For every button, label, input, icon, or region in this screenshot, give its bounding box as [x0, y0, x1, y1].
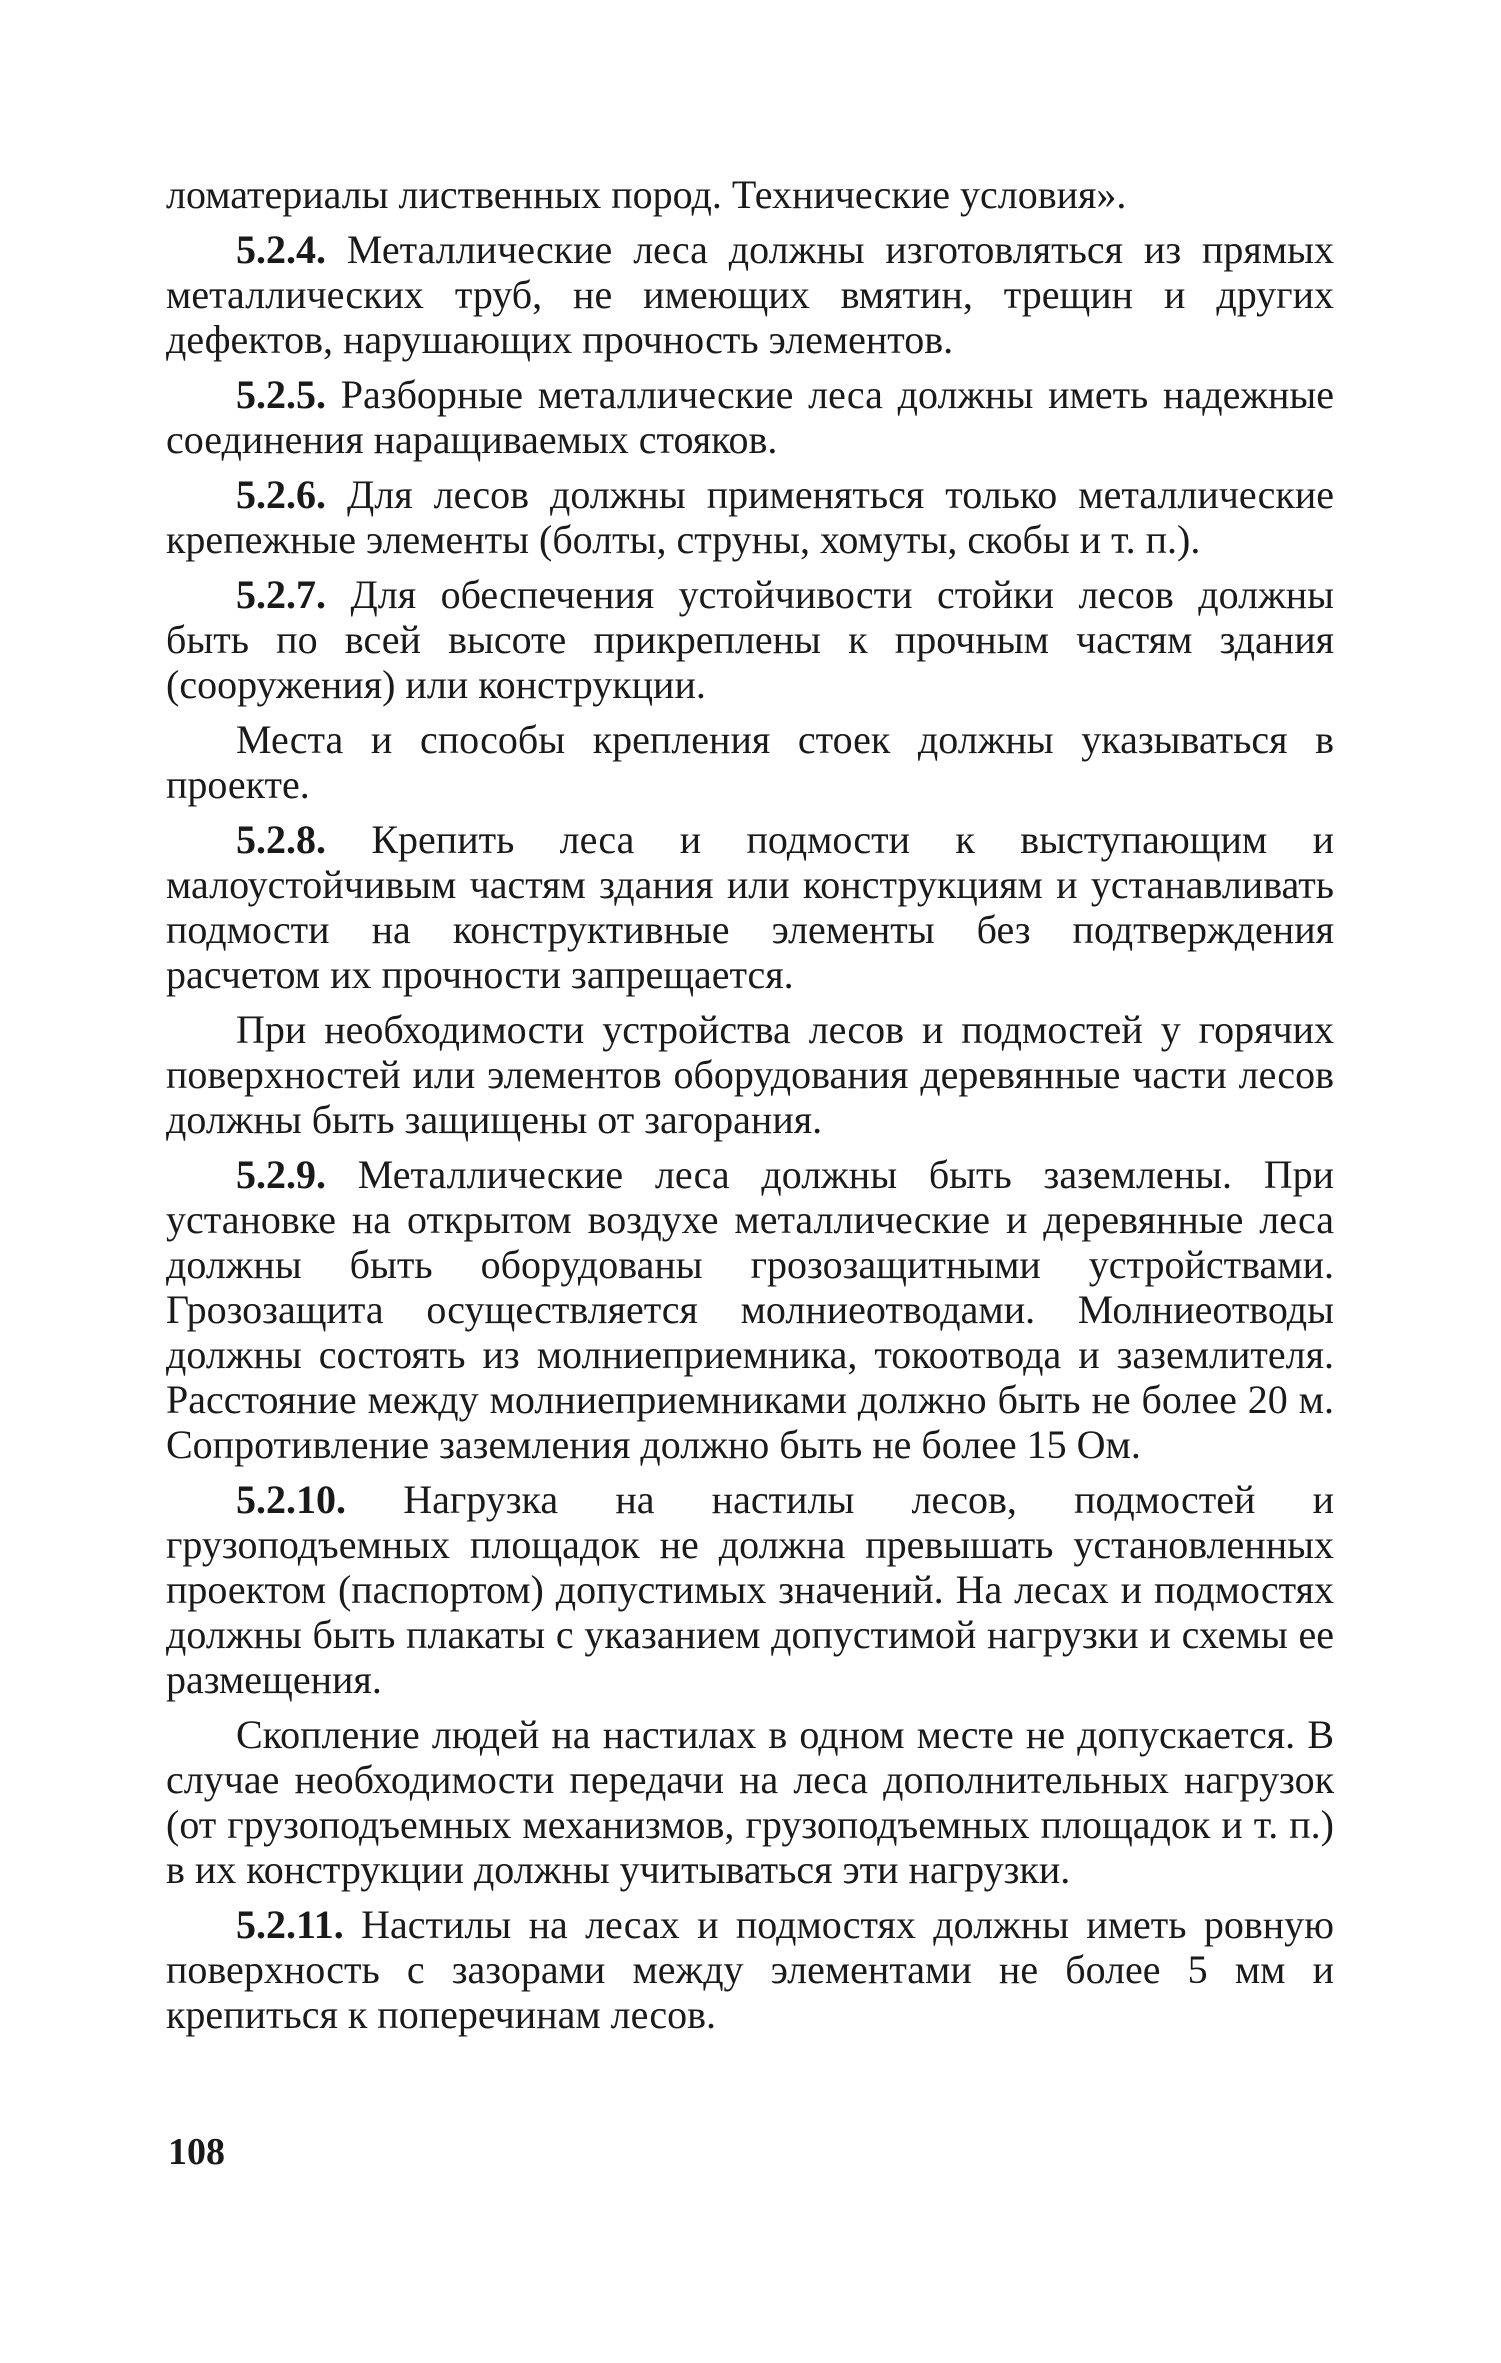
paragraph-5-2-9: [166, 1152, 1334, 1467]
paragraph-text: ломатериалы лиственных пород. Технические условия».: [166, 172, 1127, 217]
paragraph-5-2-8: [166, 817, 1334, 997]
paragraph-mounting-locations: [166, 717, 1334, 807]
page-body: [166, 172, 1334, 2047]
paragraph-text: Металлические леса должны изготовляться из прямых металлических труб, не имеющих вмятин, трещин и других дефектов, нарушающих прочность элементов.: [166, 227, 1334, 362]
paragraph-continuation: [166, 172, 1334, 217]
clause-number: 5.2.10.: [236, 1477, 346, 1522]
paragraph-crowding: [166, 1712, 1334, 1892]
paragraph-5-2-11: [166, 1902, 1334, 2037]
paragraph-text: Места и способы крепления стоек должны указываться в проекте.: [166, 717, 1334, 807]
clause-number: 5.2.8.: [236, 817, 326, 862]
clause-number: 5.2.9.: [236, 1152, 326, 1197]
paragraph-text: Металлические леса должны быть заземлены. При установке на открытом воздухе металлические и деревянные леса должны быть оборудованы грозозащитными устройствами. Грозозащита осуществляется молниеотводами. Молниеотводы должны состоять из молниеприемника, токоотвода и заземлителя. Расстояние между молниеприемниками должно быть не более 20 м. Сопротивление заземления должно быть не более 15 Ом.: [166, 1152, 1334, 1467]
paragraph-text: При необходимости устройства лесов и подмостей у горячих поверхностей или элементов оборудования деревянные части лесов должны быть защищены от загорания.: [166, 1007, 1334, 1142]
paragraph-hot-surfaces: [166, 1007, 1334, 1142]
clause-number: 5.2.5.: [236, 372, 326, 417]
clause-number: 5.2.6.: [236, 472, 326, 517]
paragraph-5-2-6: [166, 472, 1334, 562]
paragraph-text: Разборные металлические леса должны иметь надежные соединения наращиваемых стояков.: [166, 372, 1334, 462]
clause-number: 5.2.7.: [236, 572, 326, 617]
clause-number: 5.2.11.: [236, 1902, 344, 1947]
paragraph-text: Для лесов должны применяться только металлические крепежные элементы (болты, струны, хомуты, скобы и т. п.).: [166, 472, 1334, 562]
paragraph-text: Для обеспечения устойчивости стойки лесов должны быть по всей высоте прикреплены к прочным частям здания (сооружения) или конструкции.: [166, 572, 1334, 707]
paragraph-5-2-5: [166, 372, 1334, 462]
paragraph-text: Крепить леса и подмости к выступающим и малоустойчивым частям здания или конструкциям и устанавливать подмости на конструктивные элементы без подтверждения расчетом их прочности запрещается.: [166, 817, 1334, 997]
paragraph-5-2-10: [166, 1477, 1334, 1702]
paragraph-5-2-4: [166, 227, 1334, 362]
paragraph-5-2-7: [166, 572, 1334, 707]
page-number: 108: [168, 2131, 225, 2173]
clause-number: 5.2.4.: [236, 227, 326, 272]
paragraph-text: Нагрузка на настилы лесов, подмостей и грузоподъемных площадок не должна превышать установленных проектом (паспортом) допустимых значений. На лесах и подмостях должны быть плакаты с указанием допустимой нагрузки и схемы ее размещения.: [166, 1477, 1334, 1702]
paragraph-text: Скопление людей на настилах в одном месте не допускается. В случае необходимости передачи на леса дополнительных нагрузок (от грузоподъемных механизмов, грузоподъемных площадок и т. п.) в их конструкции должны учитываться эти нагрузки.: [166, 1712, 1334, 1892]
paragraph-text: Настилы на лесах и подмостях должны иметь ровную поверхность с зазорами между элементами не более 5 мм и крепиться к поперечинам лесов.: [166, 1902, 1334, 2037]
